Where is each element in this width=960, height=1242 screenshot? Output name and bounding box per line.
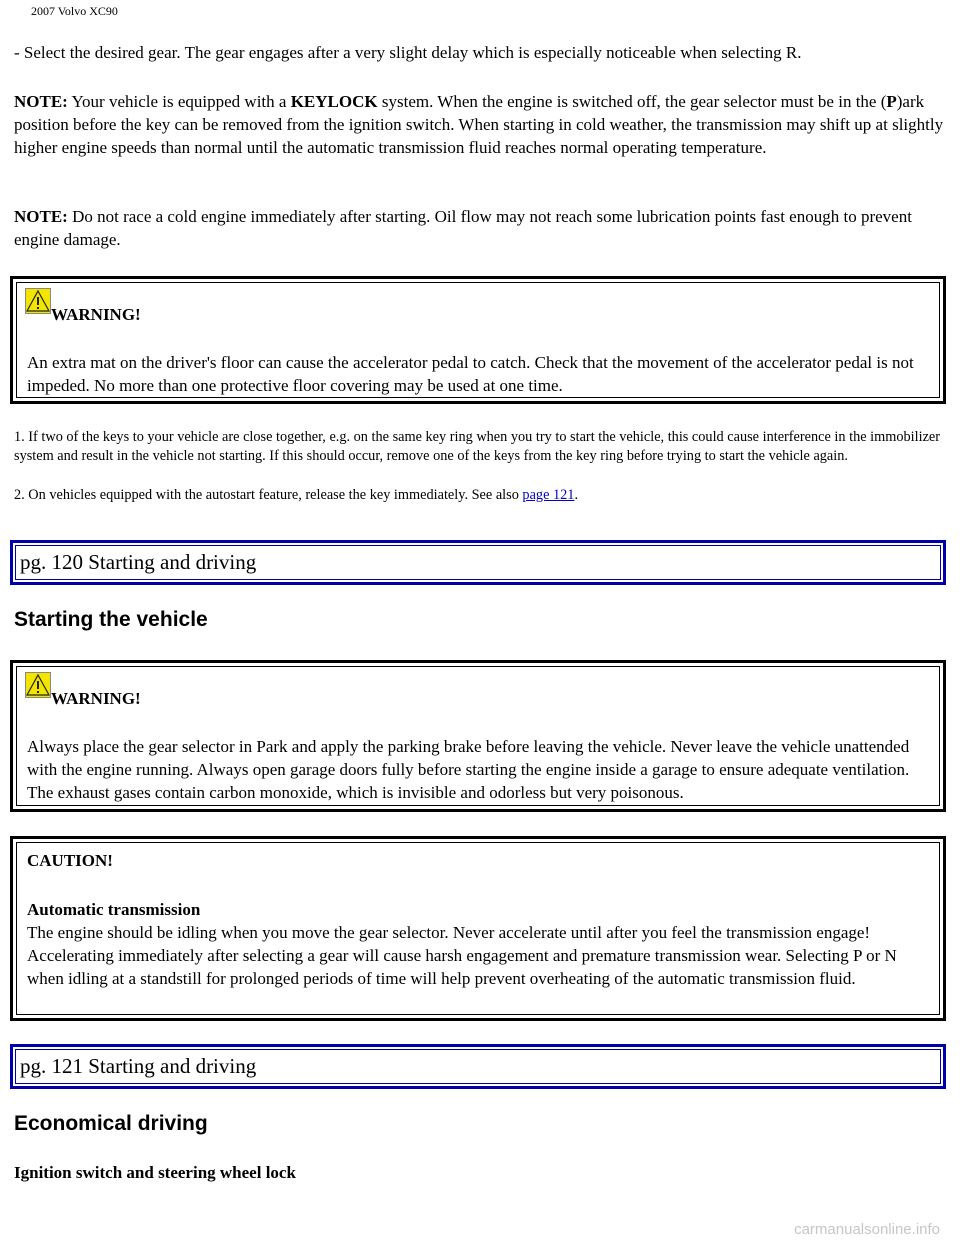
warning-box-park [10,660,946,812]
page-121-link[interactable]: page 121 [522,487,575,503]
warning-box-inner [16,282,940,398]
caution-title: CAUTION! [27,851,113,870]
select-gear-paragraph: - Select the desired gear. The gear engages after a very slight delay which is especially noticeable when selecting R. [14,43,802,62]
note-text: )ark position before the key can be removed from the ignition switch. When starting in cold weather, the transmission may shift up at slightly higher engine speeds than normal until the automatic transmission fluid reaches normal operating temperature. [14,92,944,157]
document-title: 2007 Volvo XC90 [31,4,118,18]
warning-box-inner [16,666,940,806]
footnote-2 [14,486,946,505]
warning-title: WARNING! [51,689,141,708]
warning-triangle-icon [25,672,51,698]
warning-box-floor-mat [10,276,946,404]
warning-title: WARNING! [51,305,141,324]
page-121-header [10,1044,946,1089]
page-120-label: pg. 120 Starting and driving [15,545,941,580]
caution-box-transmission [10,836,946,1021]
page-120-header [10,540,946,585]
note-cold-engine-paragraph [14,205,944,251]
note-text: system. When the engine is switched off, the gear selector must be in the ( [377,92,887,111]
footnote-1: 1. If two of the keys to your vehicle are close together, e.g. on the same key ring when you try to start the vehicle, this could cause interference in the immobilizer system and result in the vehicle not starting. If this should occur, remove one of the keys from the key ring before trying to start the vehicle again. [14,429,941,464]
note-label: NOTE: [14,92,68,111]
caution-text: The engine should be idling when you move the gear selector. Never accelerate until after you feel the transmission engage! Accelerating immediately after selecting a gear will cause harsh engagement and premature transmission wear. Selecting P or N when idling at a standstill for prolonged periods of time will help prevent overheating of the automatic transmission fluid. [27,923,897,988]
page-121-label: pg. 121 Starting and driving [15,1049,941,1084]
starting-vehicle-heading: Starting the vehicle [14,608,208,631]
caution-subtitle: Automatic transmission [27,900,201,919]
caution-box-inner [16,842,940,1015]
note-keylock-paragraph [14,90,944,159]
warning-text: Always place the gear selector in Park and apply the parking brake before leaving the vehicle. Never leave the vehicle unattended with the engine running. Always open garage doors fully before starting the engine inside a garage to ensure adequate ventilation. The exhaust gases contain carbon monoxide, which is invisible and odorless but very poisonous. [27,737,910,802]
footnote-2-text: 2. On vehicles equipped with the autostart feature, release the key immediately. See also [14,487,523,503]
footnote-2-end: . [574,487,579,503]
ignition-switch-heading: Ignition switch and steering wheel lock [14,1163,296,1182]
note-text: Do not race a cold engine immediately after starting. Oil flow may not reach some lubrication points fast enough to prevent engine damage. [14,207,912,249]
keylock-term: KEYLOCK [290,92,378,111]
watermark: carmanualsonline.info [794,1221,940,1238]
note-label: NOTE: [14,207,68,226]
warning-triangle-icon [25,288,51,314]
park-letter: P [886,92,897,111]
note-text: Your vehicle is equipped with a [67,92,291,111]
economical-driving-heading: Economical driving [14,1112,208,1135]
warning-text: An extra mat on the driver's floor can cause the accelerator pedal to catch. Check that the movement of the accelerator pedal is not impeded. No more than one protective floor covering may be used at one time. [27,353,914,395]
